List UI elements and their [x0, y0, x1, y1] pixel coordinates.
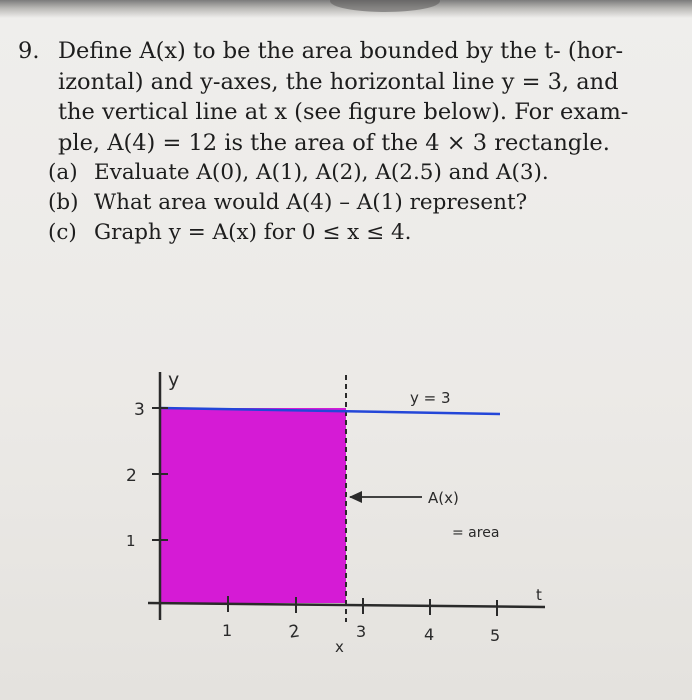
problem-statement-line-4: ple, A(4) = 12 is the area of the 4 × 3 rectangle. — [58, 129, 610, 156]
arrow-label: A(x) — [428, 489, 459, 507]
part-a-text: Evaluate A(0), A(1), A(2), A(2.5) and A(3). — [94, 160, 549, 185]
t-axis-label: t — [536, 586, 542, 604]
part-a-label: (a) — [48, 160, 78, 185]
t-tick-label-2: 2 — [287, 621, 302, 643]
area-note: = area — [452, 525, 500, 541]
t-tick-label-1: 1 — [222, 621, 233, 640]
y-axis-label: y — [168, 369, 180, 391]
horizontal-line-label: y = 3 — [410, 389, 451, 407]
t-tick-label-4: 4 — [424, 625, 435, 644]
y-tick-label-3: 3 — [134, 400, 145, 420]
t-tick-label-3: 3 — [356, 622, 367, 641]
problem-statement-line-2: izontal) and y-axes, the horizontal line y = 3, and — [58, 68, 619, 95]
shaded-area-region — [160, 408, 346, 603]
y-tick-label-2: 2 — [126, 466, 137, 486]
problem-statement-line-3: the vertical line at x (see figure below). For exam- — [58, 99, 629, 125]
problem-text-line: Define A(x) to be the area bounded by the t- (hor- — [58, 38, 624, 64]
x-marker-label: x — [335, 638, 344, 656]
problem-number: 9. — [18, 38, 40, 64]
part-c-text: Graph y = A(x) for 0 ≤ x ≤ 4. — [94, 220, 412, 245]
part-b-label: (b) — [48, 190, 79, 215]
part-c-label: (c) — [48, 220, 77, 245]
part-b-text: What area would A(4) – A(1) represent? — [94, 190, 528, 215]
t-tick-label-5: 5 — [490, 626, 501, 645]
area-arrow-head-icon — [349, 491, 362, 503]
y-tick-label-1: 1 — [126, 532, 136, 550]
